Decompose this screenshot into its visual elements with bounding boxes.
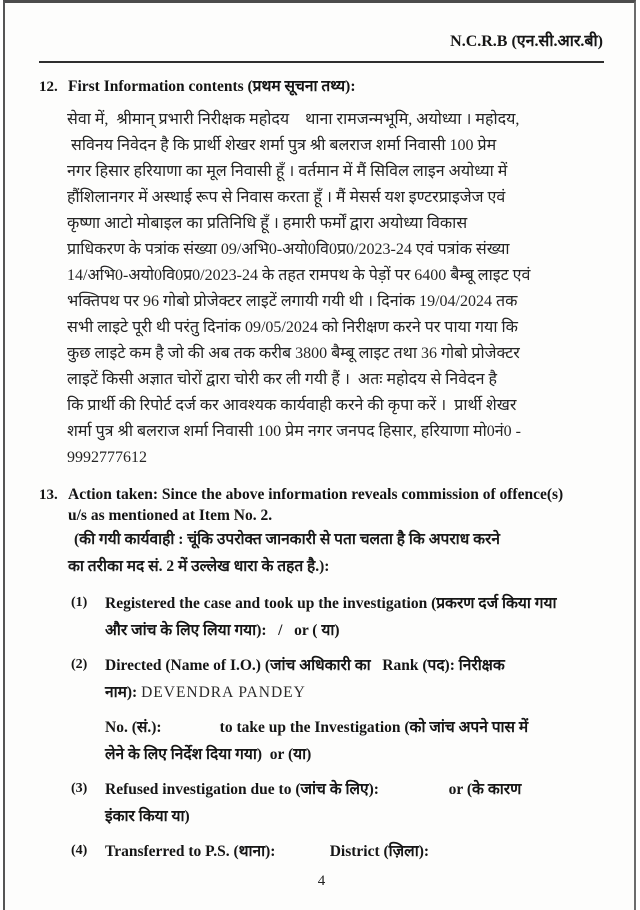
fir-paragraph-line: प्राधिकरण के पत्रांक संख्या 09/अभि0-अयो0वि0प्र0/2023-24 एवं पत्रांक संख्या <box>67 241 510 258</box>
action-item-number: (3) <box>71 781 88 796</box>
action-item-registered <box>71 590 604 644</box>
action-item-text: और जांच के लिए लिया गया): / or ( या) <box>105 622 340 639</box>
action-item-refused <box>71 776 604 830</box>
action-item-text <box>105 679 604 706</box>
section-13-heading <box>39 484 604 580</box>
fir-paragraph-line: सभी लाइटे पूरी थी परंतु दिनांक 09/05/2024 को निरीक्षण करने पर पाया गया कि <box>67 319 518 336</box>
io-name-value: DEVENDRA PANDEY <box>141 684 306 701</box>
fir-paragraph-line: सेवा में, श्रीमान् प्रभारी निरीक्षक महोदय थाना रामजन्मभूमि, अयोध्या । महोदय, <box>67 111 520 128</box>
fir-paragraph-line: हौंशिलानगर में अस्थाई रूप से निवास करता हूँ । मैं मेसर्स यश इण्टरप्राइजेज एवं <box>67 189 506 206</box>
fir-paragraph-line: कुछ लाइटे कम है जो की अब तक करीब 3800 बैम्बू लाइट तथा 36 गोबो प्रोजेक्टर <box>67 345 520 362</box>
action-item-number: (4) <box>71 843 88 858</box>
action-item-directed-continued <box>71 714 604 768</box>
fir-paragraph-line: कि प्रार्थी की रिपोर्ट दर्ज कर आवश्यक कार्यवाही करने की कृपा करें । प्रार्थी शेखर <box>67 397 517 414</box>
section-13-title-block <box>68 484 563 580</box>
action-taken-heading-en: u/s as mentioned at Item No. 2. <box>68 507 273 524</box>
action-taken-heading-hi: का तरीका मद सं. 2 में उल्लेख धारा के तहत है.): <box>68 558 330 575</box>
fir-paragraph-line: कृष्णा आटो मोबाइल का प्रतिनिधि हूँ । हमारी फर्मों द्वारा अयोध्या विकास <box>67 215 468 232</box>
action-item-text: इंकार किया या) <box>105 808 190 825</box>
fir-paragraph-line: नगर हिसार हरियाणा का मूल निवासी हूँ । वर्तमान में मैं सिविल लाइन अयोध्या में <box>67 163 508 180</box>
fir-paragraph-line: लाइटें किसी अज्ञात चोरों द्वारा चोरी कर ली गयी हैं । अतः महोदय से निवेदन है <box>67 371 498 388</box>
io-name-label: नाम): <box>105 684 142 701</box>
action-taken-items <box>71 590 604 865</box>
page-number: 4 <box>317 873 326 889</box>
fir-paragraph-line: सविनय निवेदन है कि प्रार्थी शेखर शर्मा पुत्र श्री बलराज शर्मा निवासी 100 प्रेम <box>67 137 497 154</box>
page-content <box>5 3 634 890</box>
fir-paragraph-line: शर्मा पुत्र श्री बलराज शर्मा निवासी 100 प्रेम नगर जनपद हिसार, हरियाणा मो0नं0 - <box>67 423 521 440</box>
action-item-text: No. (सं.): to take up the Investigation (को जांच अपने पास में <box>105 719 529 736</box>
action-taken-heading-hi: (की गयी कार्यवाही : चूंकि उपरोक्त जानकारी से पता चलता है कि अपराध करने <box>74 531 500 548</box>
action-item-text: लेने के लिए निर्देश दिया गया) or (या) <box>105 746 312 763</box>
action-taken-heading-en: Action taken: Since the above information reveals commission of offence(s) <box>68 486 564 503</box>
fir-paragraph-line: 14/अभि0-अयो0वि0प्र0/2023-24 के तहत रामपथ के पेड़ों पर 6400 बैम्बू लाइट एवं <box>67 267 531 284</box>
fir-paragraph-line: भक्तिपथ पर 96 गोबो प्रोजेक्टर लाइटें लगायी गयी थी । दिनांक 19/04/2024 तक <box>67 293 518 310</box>
action-item-transferred <box>71 838 604 865</box>
fir-paragraph-line: 9992777612 <box>67 449 147 466</box>
section-12-heading <box>39 76 604 98</box>
action-item-directed <box>71 652 604 706</box>
section-12-number: 12. <box>39 79 58 95</box>
action-item-text: Directed (Name of I.O.) (जांच अधिकारी का Rank (पद): निरीक्षक <box>105 657 505 674</box>
action-item-number: (2) <box>71 657 88 672</box>
header-divider <box>39 61 604 63</box>
action-item-text: Registered the case and took up the investigation (प्रकरण दर्ज किया गया <box>105 595 557 612</box>
section-13-number: 13. <box>39 487 58 503</box>
document-page <box>3 0 636 910</box>
action-item-number: (1) <box>71 595 88 610</box>
action-item-text: Transferred to P.S. (थाना): District (ज़िला): <box>105 843 430 860</box>
action-item-text: Refused investigation due to (जांच के लिए): or (के कारण <box>105 781 522 798</box>
section-12-title: First Information contents (प्रथम सूचना तथ्य): <box>68 78 356 95</box>
fir-contents-paragraph <box>67 107 590 471</box>
page-header-title: N.C.R.B (एन.सी.आर.बी) <box>450 33 603 50</box>
